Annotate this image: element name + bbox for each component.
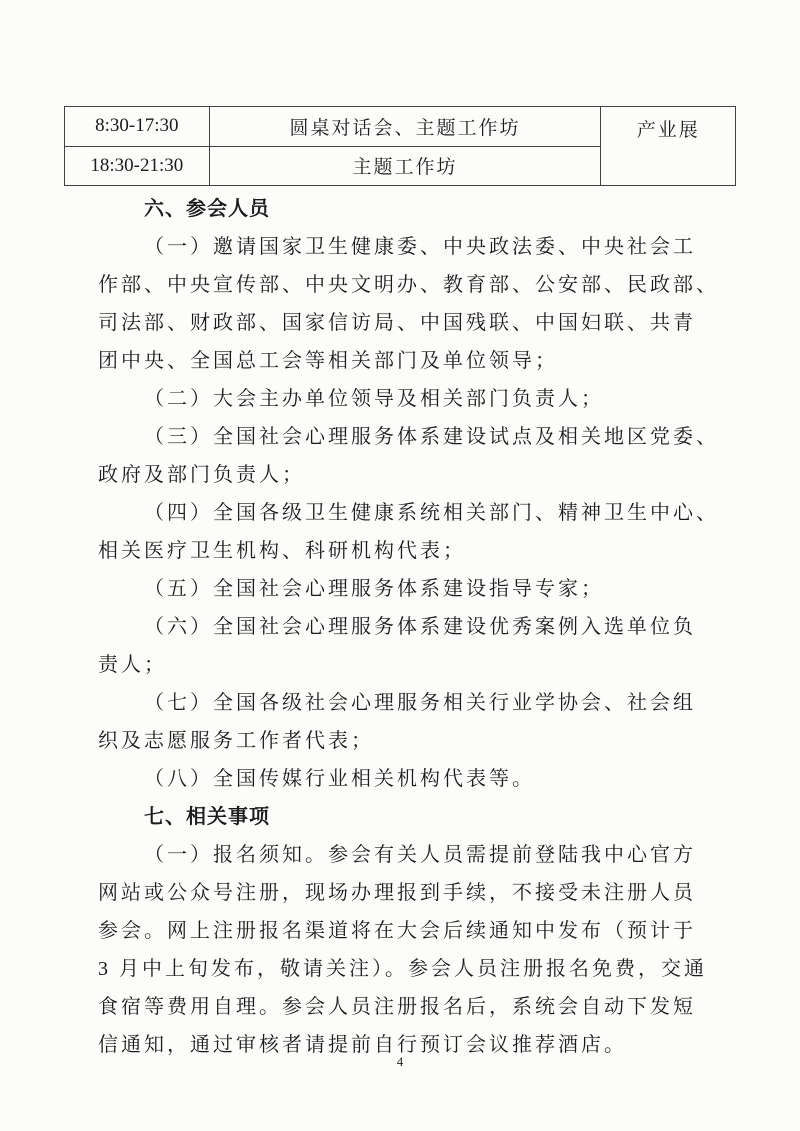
paragraph-line: 食宿等费用自理。参会人员注册报名后，系统会自动下发短 xyxy=(98,996,696,1018)
paragraph-line: （一）邀请国家卫生健康委、中央政法委、中央社会工 xyxy=(144,236,696,258)
paragraph-line: （五）全国社会心理服务体系建设指导专家； xyxy=(144,578,604,600)
paragraph-line: （八）全国传媒行业相关机构代表等。 xyxy=(144,768,535,790)
section-seven-heading: 七、相关事项 xyxy=(144,806,270,828)
paragraph-line: 参会。网上注册报名渠道将在大会后续通知中发布（预计于 xyxy=(98,920,696,942)
paragraph-line: （一）报名须知。参会有关人员需提前登陆我中心官方 xyxy=(144,844,696,866)
paragraph-line: 政府及部门负责人； xyxy=(98,464,305,486)
event-cell: 主题工作坊 xyxy=(209,146,601,186)
paragraph-line: 相关医疗卫生机构、科研机构代表； xyxy=(98,540,466,562)
paragraph-line: 作部、中央宣传部、中央文明办、教育部、公安部、民政部、 xyxy=(98,274,719,296)
time-cell: 8:30-17:30 xyxy=(65,107,210,147)
paragraph-line: （六）全国社会心理服务体系建设优秀案例入选单位负 xyxy=(144,616,696,638)
document-body xyxy=(98,190,722,1064)
venue-cell: 产业展 xyxy=(601,107,736,186)
paragraph-line: 3 月中上旬发布，敬请关注）。参会人员注册报名免费，交通 xyxy=(98,958,707,980)
time-cell: 18:30-21:30 xyxy=(65,146,210,186)
paragraph-line: （四）全国各级卫生健康系统相关部门、精神卫生中心、 xyxy=(144,502,719,524)
paragraph-line: 织及志愿服务工作者代表； xyxy=(98,730,374,752)
paragraph-line: （二）大会主办单位领导及相关部门负责人； xyxy=(144,388,604,410)
paragraph-line: 责人； xyxy=(98,654,167,676)
paragraph-line: 信通知，通过审核者请提前自行预订会议推荐酒店。 xyxy=(98,1034,627,1056)
paragraph-line: 司法部、财政部、国家信访局、中国残联、中国妇联、共青 xyxy=(98,312,696,334)
schedule-table xyxy=(64,106,736,186)
table-row xyxy=(65,107,736,147)
event-cell: 圆桌对话会、主题工作坊 xyxy=(209,107,601,147)
paragraph-line: （七）全国各级社会心理服务相关行业学协会、社会组 xyxy=(144,692,696,714)
paragraph-line: （三）全国社会心理服务体系建设试点及相关地区党委、 xyxy=(144,426,719,448)
page-number: 4 xyxy=(396,1054,404,1069)
paragraph-line: 网站或公众号注册，现场办理报到手续，不接受未注册人员 xyxy=(98,882,696,904)
section-six-heading: 六、参会人员 xyxy=(144,198,270,220)
paragraph-line: 团中央、全国总工会等相关部门及单位领导； xyxy=(98,350,558,372)
